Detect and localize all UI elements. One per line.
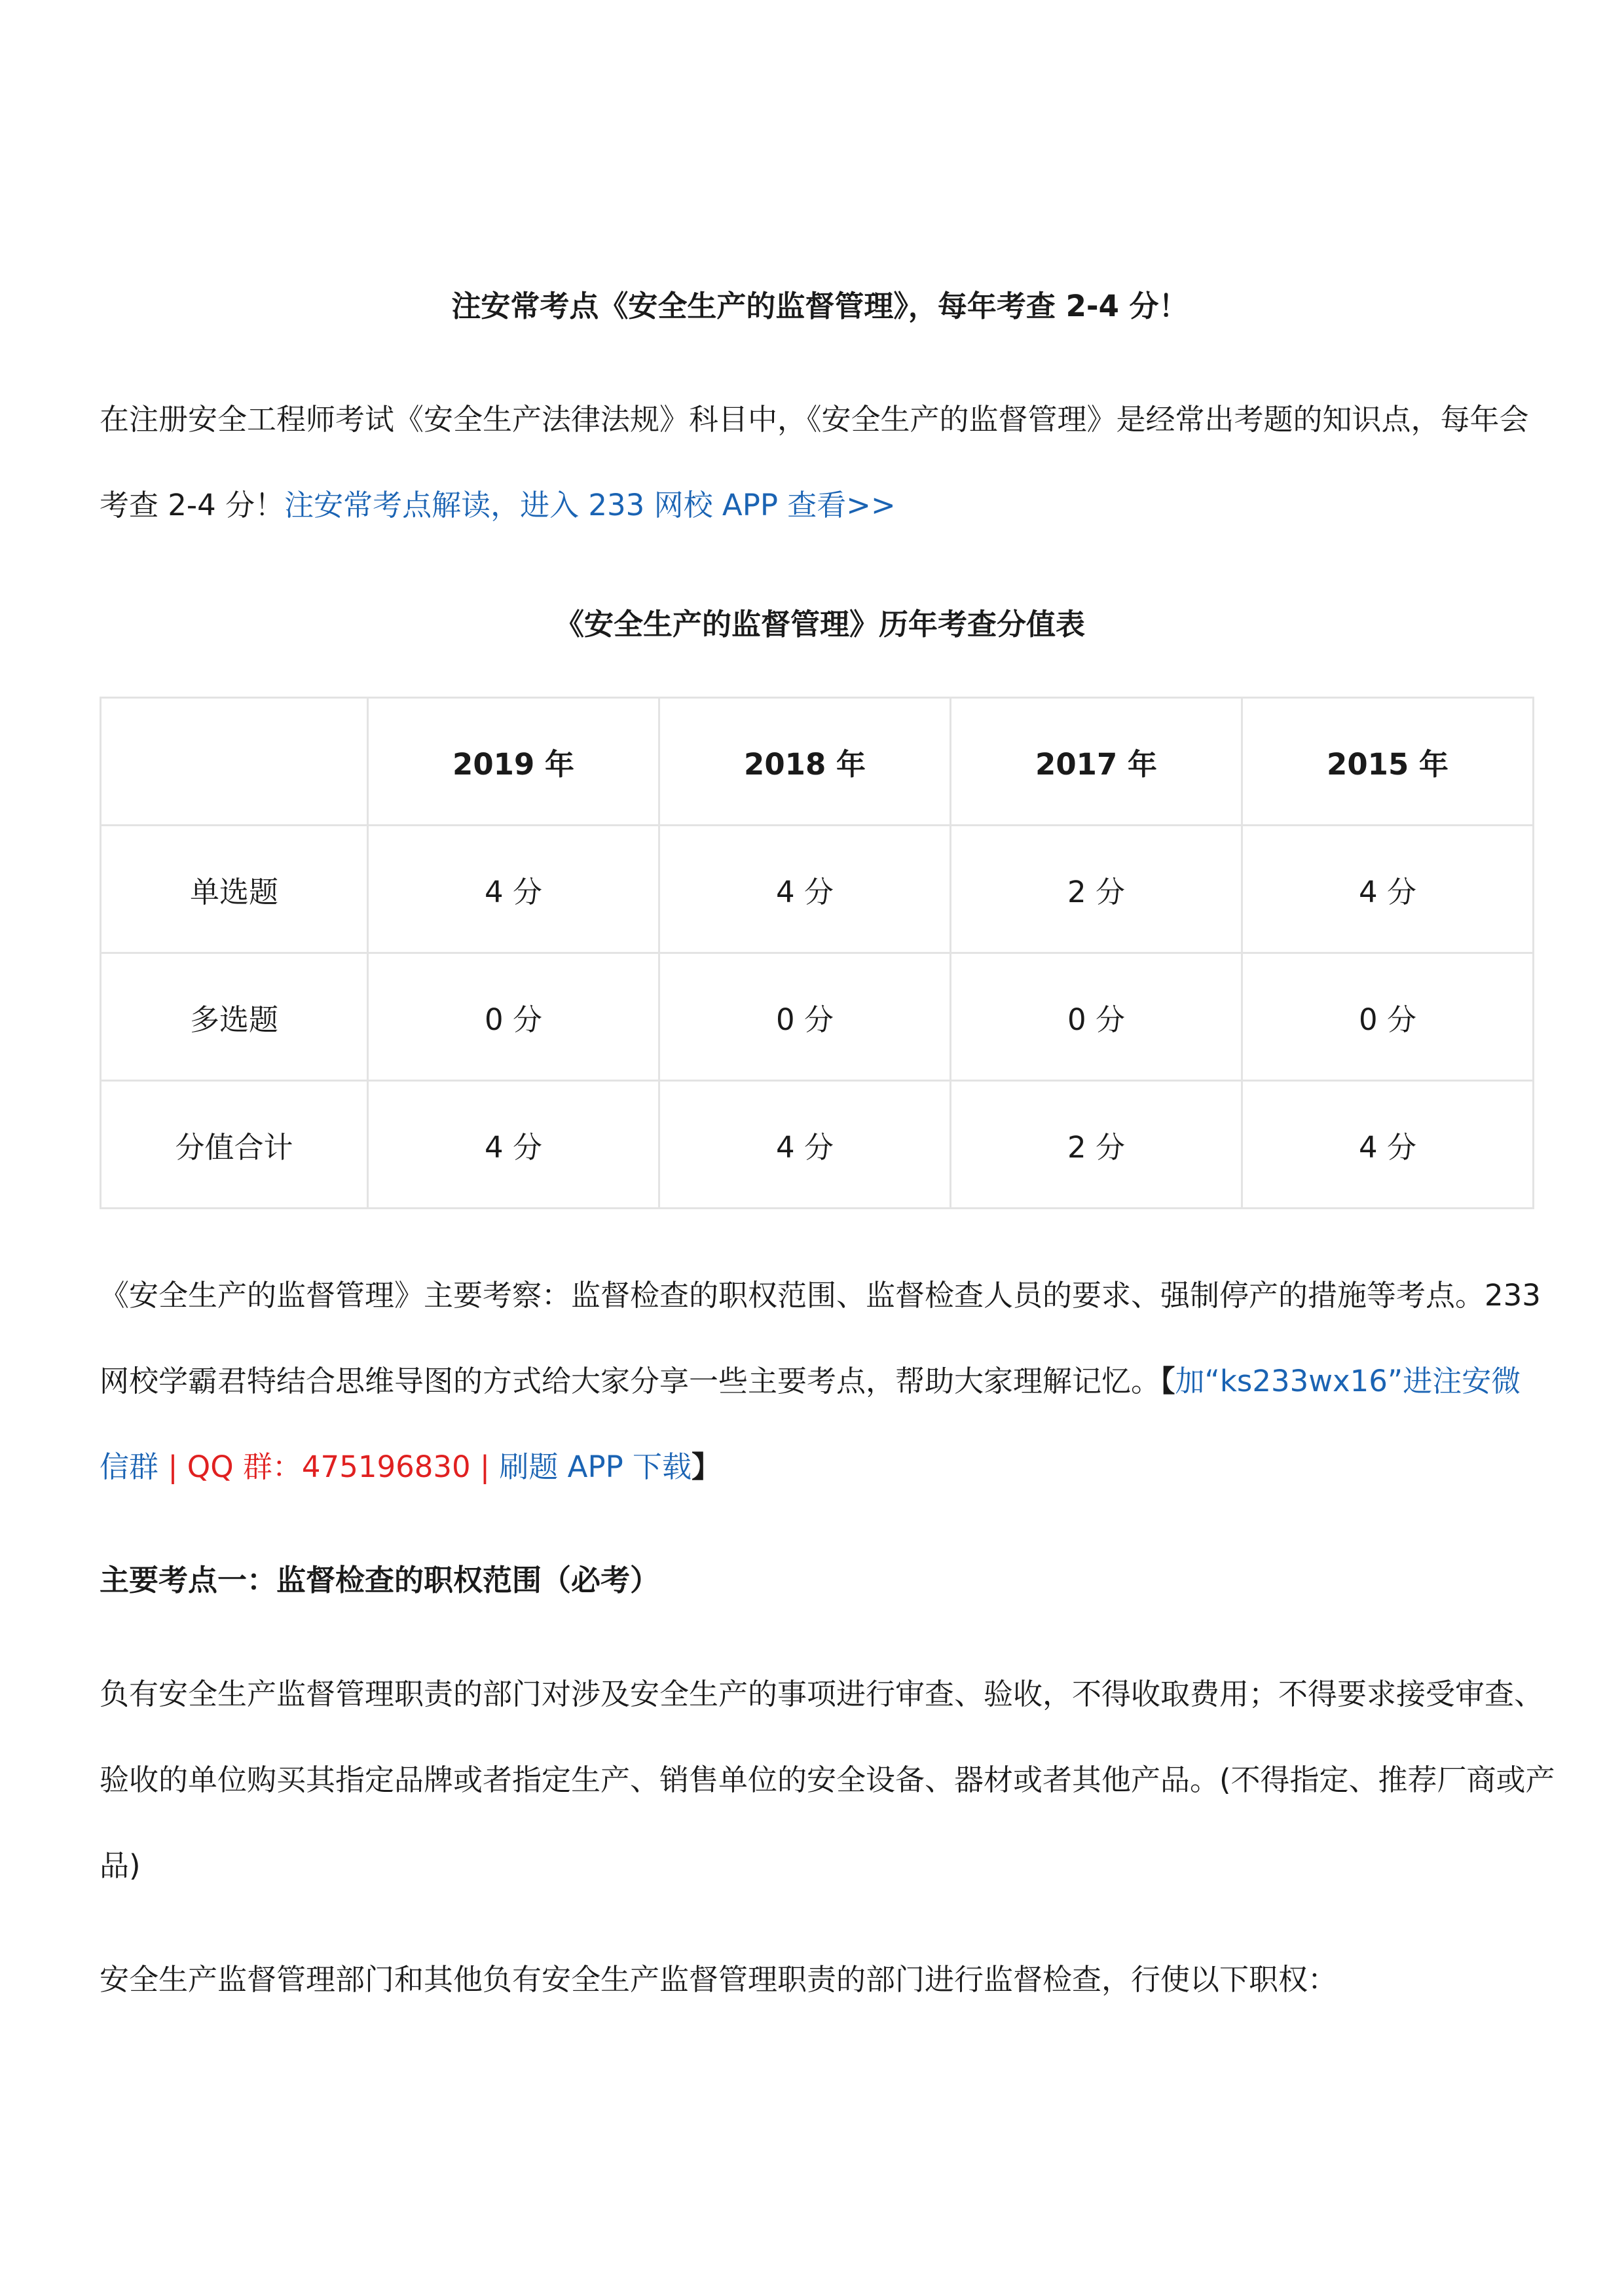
table-header-row	[101, 698, 1534, 826]
section-para-2: 安全生产监督管理部门和其他负有安全生产监督管理职责的部门进行监督检查，行使以下职权：	[100, 1962, 1338, 1997]
header-cell: 2019 年	[368, 698, 659, 826]
table-cell: 2 分	[951, 826, 1242, 953]
table-cell: 4 分	[659, 1081, 951, 1209]
intro-text: 考查 2-4 分！	[100, 488, 285, 522]
app-download-link[interactable]: 刷题 APP 下载	[499, 1449, 692, 1484]
row-label: 分值合计	[101, 1081, 368, 1209]
page-title: 注安常考点《安全生产的监督管理》，每年考查 2-4 分！	[451, 289, 1189, 323]
table-cell: 4 分	[368, 1081, 659, 1209]
table-cell: 4 分	[1242, 826, 1534, 953]
intro-line-1: 在注册安全工程师考试《安全生产法律法规》科目中，《安全生产的监督管理》是经常出考题的知识点，每年会	[100, 402, 1529, 437]
table-cell: 2 分	[951, 1081, 1242, 1209]
table-title: 《安全生产的监督管理》历年考查分值表	[554, 607, 1085, 642]
table-row	[101, 826, 1534, 953]
summary-line-1: 《安全生产的监督管理》主要考察：监督检查的职权范围、监督检查人员的要求、强制停产的措施等考点。233	[100, 1278, 1541, 1313]
app-link[interactable]: 注安常考点解读，进入 233 网校 APP 查看>>	[284, 488, 896, 522]
header-cell: 2017 年	[951, 698, 1242, 826]
header-cell: 2015 年	[1242, 698, 1534, 826]
summary-line-3	[100, 1448, 1540, 1487]
header-cell: 2018 年	[659, 698, 951, 826]
row-label: 多选题	[101, 953, 368, 1081]
row-label: 单选题	[101, 826, 368, 953]
table-cell: 4 分	[1242, 1081, 1534, 1209]
table-cell: 0 分	[1242, 953, 1534, 1081]
table-row	[101, 1081, 1534, 1209]
wechat-group-link-end[interactable]: 信群	[100, 1449, 159, 1484]
summary-text: 网校学霸君特结合思维导图的方式给大家分享一些主要考点，帮助大家理解记忆。	[100, 1364, 1161, 1398]
table-cell: 0 分	[951, 953, 1242, 1081]
qq-group-text: | QQ 群：475196830 |	[158, 1449, 500, 1484]
section-para-line: 负有安全生产监督管理职责的部门对涉及安全生产的事项进行审查、验收，不得收取费用；不得要求接受审查、	[100, 1677, 1544, 1711]
intro-line-2	[100, 486, 1540, 525]
table-cell: 4 分	[368, 826, 659, 953]
score-table	[100, 697, 1534, 1209]
wechat-group-link[interactable]: 加“ks233wx16”进注安微	[1175, 1364, 1521, 1398]
table-row	[101, 953, 1534, 1081]
section-para-line: 品)	[100, 1848, 141, 1883]
section-heading: 主要考点一：监督检查的职权范围（必考）	[100, 1563, 660, 1597]
table-cell: 4 分	[659, 826, 951, 953]
table-cell: 0 分	[659, 953, 951, 1081]
summary-line-2	[100, 1362, 1540, 1401]
section-para-line: 验收的单位购买其指定品牌或者指定生产、销售单位的安全设备、器材或者其他产品。(不得指定、推荐厂商或产	[100, 1762, 1555, 1797]
bracket-open: 【	[1160, 1364, 1175, 1398]
table-cell: 0 分	[368, 953, 659, 1081]
header-cell	[101, 698, 368, 826]
bracket-close: 】	[692, 1449, 722, 1484]
